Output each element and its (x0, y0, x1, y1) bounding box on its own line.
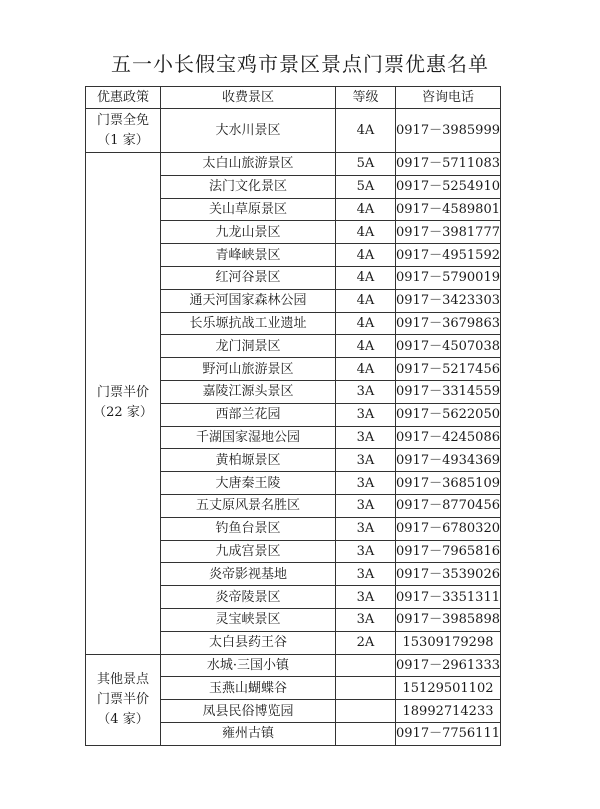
phone-cell: 0917－4245086 (396, 426, 501, 449)
header-scenic-area: 收费景区 (161, 87, 336, 109)
phone-cell: 0917－3314559 (396, 380, 501, 403)
level-cell: 4A (336, 335, 396, 358)
phone-cell: 0917－5790019 (396, 266, 501, 289)
phone-cell: 0917－4589801 (396, 198, 501, 221)
scenic-name-cell: 西部兰花园 (161, 403, 336, 426)
level-cell: 4A (336, 198, 396, 221)
level-cell: 3A (336, 449, 396, 472)
phone-cell: 15129501102 (396, 677, 501, 700)
scenic-name-cell: 五丈原风景名胜区 (161, 494, 336, 517)
scenic-name-cell: 九龙山景区 (161, 221, 336, 244)
scenic-name-cell: 青峰峡景区 (161, 244, 336, 267)
level-cell: 5A (336, 153, 396, 176)
scenic-name-cell: 大水川景区 (161, 109, 336, 153)
phone-cell: 0917－3351311 (396, 586, 501, 609)
level-cell (336, 677, 396, 700)
scenic-name-cell: 黄柏塬景区 (161, 449, 336, 472)
level-cell: 4A (336, 312, 396, 335)
phone-cell: 0917－5622050 (396, 403, 501, 426)
scenic-name-cell: 大唐秦王陵 (161, 472, 336, 495)
policy-line: （4 家） (97, 711, 149, 727)
scenic-name-cell: 太白山旅游景区 (161, 153, 336, 176)
scenic-name-cell: 关山草原景区 (161, 198, 336, 221)
level-cell: 4A (336, 266, 396, 289)
scenic-name-cell: 长乐塬抗战工业遗址 (161, 312, 336, 335)
phone-cell: 0917－5254910 (396, 175, 501, 198)
page-title: 五一小长假宝鸡市景区景点门票优惠名单 (111, 52, 489, 76)
scenic-name-cell: 太白县药王谷 (161, 631, 336, 654)
scenic-name-cell: 法门文化景区 (161, 175, 336, 198)
discount-table (85, 86, 501, 746)
level-cell: 3A (336, 608, 396, 631)
scenic-name-cell: 龙门洞景区 (161, 335, 336, 358)
level-cell: 3A (336, 563, 396, 586)
phone-cell: 0917－4507038 (396, 335, 501, 358)
scenic-name-cell: 炎帝影视基地 (161, 563, 336, 586)
phone-cell: 0917－3423303 (396, 289, 501, 312)
level-cell: 5A (336, 175, 396, 198)
policy-cell (86, 654, 161, 745)
level-cell: 3A (336, 540, 396, 563)
phone-cell: 0917－5711083 (396, 153, 501, 176)
level-cell: 3A (336, 380, 396, 403)
phone-cell: 0917－4934369 (396, 449, 501, 472)
policy-line: （22 家） (93, 405, 153, 421)
scenic-name-cell: 雍州古镇 (161, 722, 336, 745)
table-body (86, 109, 501, 746)
phone-cell: 0917－3679863 (396, 312, 501, 335)
phone-cell: 0917－5217456 (396, 358, 501, 381)
policy-line: 门票半价 (96, 385, 149, 401)
scenic-name-cell: 嘉陵江源头景区 (161, 380, 336, 403)
policy-line: 其他景点 (96, 671, 149, 687)
scenic-name-cell: 九成宫景区 (161, 540, 336, 563)
level-cell: 3A (336, 472, 396, 495)
phone-cell: 0917－7756111 (396, 722, 501, 745)
table-row (86, 109, 501, 153)
phone-cell: 15309179298 (396, 631, 501, 654)
scenic-name-cell: 水城·三国小镇 (161, 654, 336, 677)
phone-cell: 0917－3985999 (396, 109, 501, 153)
phone-cell: 18992714233 (396, 700, 501, 723)
scenic-name-cell: 野河山旅游景区 (161, 358, 336, 381)
header-row (86, 87, 501, 109)
phone-cell: 0917－2961333 (396, 654, 501, 677)
scenic-name-cell: 红河谷景区 (161, 266, 336, 289)
level-cell (336, 722, 396, 745)
level-cell (336, 700, 396, 723)
scenic-name-cell: 钓鱼台景区 (161, 517, 336, 540)
level-cell: 3A (336, 586, 396, 609)
scenic-name-cell: 炎帝陵景区 (161, 586, 336, 609)
level-cell: 4A (336, 109, 396, 153)
scenic-name-cell: 灵宝峡景区 (161, 608, 336, 631)
level-cell: 3A (336, 517, 396, 540)
phone-cell: 0917－8770456 (396, 494, 501, 517)
level-cell: 3A (336, 494, 396, 517)
scenic-name-cell: 通天河国家森林公园 (161, 289, 336, 312)
level-cell: 4A (336, 289, 396, 312)
policy-line: （1 家） (97, 132, 149, 148)
level-cell: 4A (336, 244, 396, 267)
phone-cell: 0917－3985898 (396, 608, 501, 631)
level-cell: 4A (336, 221, 396, 244)
header-phone: 咨询电话 (396, 87, 501, 109)
phone-cell: 0917－6780320 (396, 517, 501, 540)
phone-cell: 0917－3685109 (396, 472, 501, 495)
policy-line: 门票半价 (96, 691, 149, 707)
policy-cell (86, 109, 161, 153)
phone-cell: 0917－7965816 (396, 540, 501, 563)
phone-cell: 0917－3539026 (396, 563, 501, 586)
policy-line: 门票全免 (96, 112, 149, 128)
level-cell: 3A (336, 426, 396, 449)
level-cell (336, 654, 396, 677)
level-cell: 2A (336, 631, 396, 654)
table-row (86, 153, 501, 176)
policy-cell (86, 153, 161, 655)
header-policy: 优惠政策 (86, 87, 161, 109)
scenic-name-cell: 玉燕山蝴蝶谷 (161, 677, 336, 700)
phone-cell: 0917－3981777 (396, 221, 501, 244)
table-row (86, 654, 501, 677)
level-cell: 3A (336, 403, 396, 426)
phone-cell: 0917－4951592 (396, 244, 501, 267)
header-level: 等级 (336, 87, 396, 109)
scenic-name-cell: 凤县民俗博览园 (161, 700, 336, 723)
scenic-name-cell: 千湖国家湿地公园 (161, 426, 336, 449)
level-cell: 4A (336, 358, 396, 381)
